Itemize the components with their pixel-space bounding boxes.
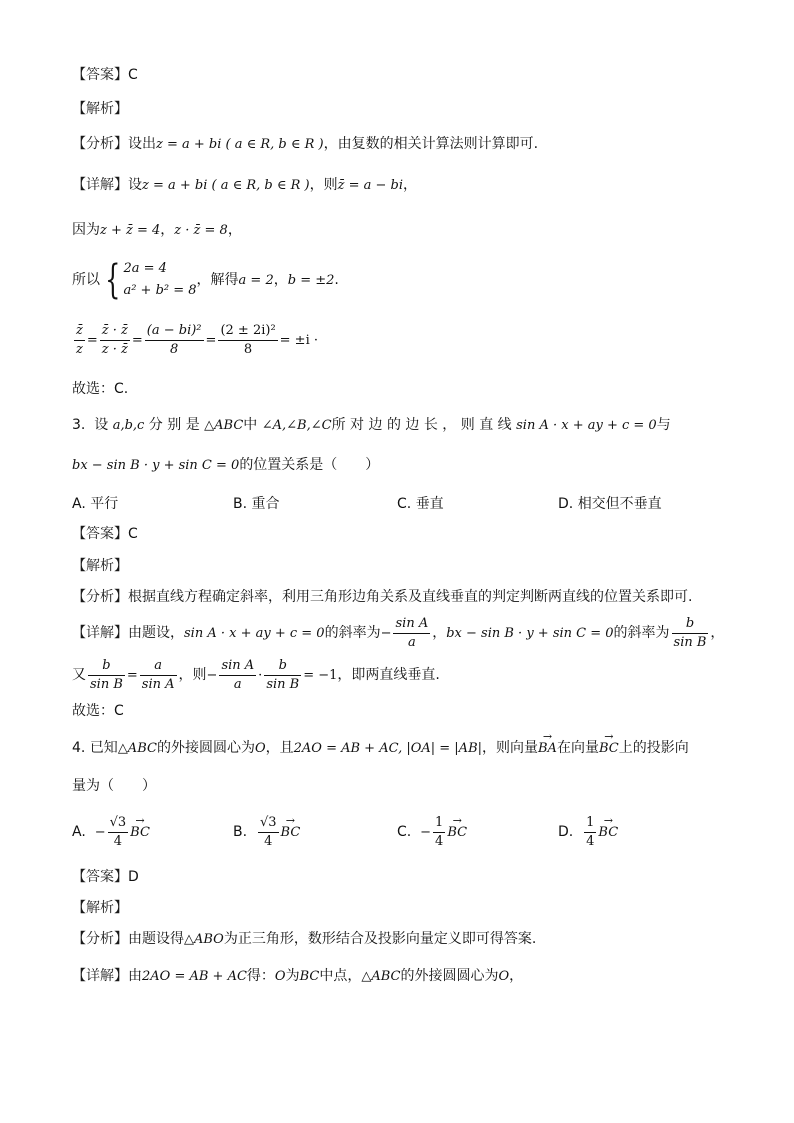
fenxi-tag: 【分析】 <box>72 589 128 605</box>
text: 上的投影向 <box>618 740 689 756</box>
text: 又 <box>72 667 86 683</box>
q2-xiangjie-line-3 <box>72 256 734 305</box>
text: 的斜率为 <box>613 625 670 641</box>
answer-tag: 【答案】 <box>72 869 128 885</box>
fraction-den: sin B <box>90 676 123 692</box>
q2-fraction-line: $\frac{z̄}{z}$ = $\frac{z̄ \cdot z̄}{z \cdot z̄}$ = $\frac{\text{(a − bi)²}}{8}$ = $\frac{\text{(2 ± 2i)²}}{8}$ = ±i · <box>76 322 318 357</box>
q4-stem-line-2 <box>72 776 734 796</box>
math: a = 2 <box>238 273 274 288</box>
math: bx − sin B · y + sin C = 0 <box>446 626 614 641</box>
fraction <box>672 615 709 652</box>
text: 的位置关系是（ ） <box>239 457 380 473</box>
option-label: C. <box>397 824 412 840</box>
option-a[interactable] <box>72 494 118 514</box>
fraction-den: 4 <box>586 833 595 849</box>
fraction-den: 4 <box>113 833 123 849</box>
fraction <box>100 322 130 359</box>
fraction <box>584 814 596 851</box>
option-b[interactable] <box>233 494 280 514</box>
text: ，即两直线垂直. <box>337 667 440 683</box>
math: sin A · x + ay + c = 0 <box>516 418 657 433</box>
text: ， <box>160 222 175 238</box>
option-label: C. <box>397 496 412 512</box>
fraction-num: (a − bi)² <box>145 322 204 341</box>
fraction <box>145 322 204 359</box>
question-number: 4. <box>72 740 86 756</box>
fraction-den: 4 <box>435 833 444 849</box>
q4-xiangjie-line-1 <box>72 966 734 987</box>
fenxi-text: 根据直线方程确定斜率，利用三角形边角关系及直线垂直的判定判断两直线的位置关系即可. <box>128 589 693 605</box>
fraction-den: 4 <box>264 833 273 849</box>
option-text: 相交但不垂直 <box>577 496 662 512</box>
math: O <box>274 969 286 984</box>
answer-tag: 【答案】 <box>72 526 128 542</box>
math: ∠A,∠B,∠C <box>261 418 332 433</box>
option-sign: − <box>420 825 432 840</box>
q4-fenxi-line <box>72 929 734 950</box>
option-text: 重合 <box>251 496 280 512</box>
text: 所 对 边 的 边 长 ， 则 直 线 <box>331 417 512 433</box>
math: BC <box>299 969 320 984</box>
text: 的外接圆圆心为 <box>400 968 499 984</box>
q3-stem-line-1 <box>72 415 734 436</box>
text: . <box>334 272 339 288</box>
vector-math: → BA <box>538 739 557 759</box>
answer-value: C <box>128 67 138 83</box>
math: z = a + bi ( a ∈ R, b ∈ R ) <box>142 178 310 193</box>
text: ， <box>432 625 447 641</box>
text: 中 <box>243 417 258 433</box>
math: a,b,c <box>112 418 145 433</box>
math: bx − sin B · y + sin C = 0 <box>72 458 240 473</box>
text: ， <box>403 177 418 193</box>
answer-tag: 【答案】 <box>72 67 128 83</box>
option-d[interactable] <box>558 810 618 855</box>
vector-math: → BC <box>130 811 150 855</box>
text: ，解得 <box>196 272 239 288</box>
text: 与 <box>656 417 671 433</box>
analysis-tag: 【解析】 <box>72 900 128 916</box>
text: 中点， <box>319 968 362 984</box>
vector-math: 2AO = AB + AC, |OA| = |AB| <box>293 741 482 756</box>
math: sin A · x + ay + c = 0 <box>184 626 325 641</box>
q2-analysis-line <box>72 99 734 119</box>
answer-value: D <box>128 869 139 885</box>
vector-math: → BC <box>447 811 467 855</box>
fraction-den: a <box>407 634 416 650</box>
fraction <box>108 814 129 851</box>
fraction <box>140 657 177 694</box>
fenxi-text: ，由复数的相关计算法则计算即可. <box>323 136 539 152</box>
fraction <box>218 322 277 359</box>
fraction-den: sin B <box>266 676 300 692</box>
fraction-num: z̄ · z̄ <box>100 322 130 341</box>
fenxi-text: 设出 <box>128 136 156 152</box>
text: 因为 <box>72 222 100 238</box>
fraction-den: 8 <box>243 341 253 357</box>
fraction-num: b <box>672 615 709 634</box>
fraction-den: z <box>76 341 83 357</box>
fraction <box>264 657 301 694</box>
text: 的外接圆圆心为 <box>156 740 255 756</box>
option-d[interactable] <box>558 494 662 514</box>
q2-fenxi-line <box>72 134 734 155</box>
text: 的斜率为 <box>324 625 381 641</box>
text: 由题设， <box>128 625 184 641</box>
guxuan-text: 故选：C <box>72 703 124 719</box>
system-eq: a² + b² = 8 <box>123 283 197 298</box>
text: ，则向量 <box>482 740 538 756</box>
fraction-num: √3 <box>108 814 129 833</box>
text: ，则 <box>178 667 207 683</box>
text: ， <box>509 968 524 984</box>
q3-analysis-line <box>72 556 734 576</box>
option-b[interactable] <box>233 810 300 855</box>
option-label: D. <box>558 824 574 840</box>
text: 由题设得 <box>128 931 184 947</box>
q3-answer-line <box>72 524 734 544</box>
option-label: B. <box>233 824 248 840</box>
fraction-num: 1 <box>433 814 445 833</box>
text: ， <box>273 272 288 288</box>
option-a[interactable] <box>72 810 150 855</box>
analysis-tag: 【解析】 <box>72 558 128 574</box>
text: 量为（ ） <box>72 778 156 794</box>
option-c[interactable] <box>397 494 444 514</box>
text: ，且 <box>265 740 294 756</box>
fraction-den: sin B <box>673 634 707 650</box>
option-sign: − <box>94 825 106 840</box>
math: b = ±2 <box>287 273 335 288</box>
q3-fenxi-line <box>72 587 734 607</box>
q2-xiangjie-line-2 <box>72 220 734 241</box>
fraction-num: a <box>140 657 177 676</box>
text: 为正三角形，数形结合及投影向量定义即可得答案. <box>223 931 537 947</box>
q2-xiangjie-line-1 <box>72 175 734 196</box>
q2-answer-line <box>72 65 734 85</box>
fraction-num: √3 <box>258 814 279 833</box>
q4-options <box>72 810 734 854</box>
math: = −1 <box>303 668 338 683</box>
fraction <box>258 814 279 851</box>
fraction <box>393 615 430 652</box>
answer-value: C <box>128 526 138 542</box>
q2-guxuan-line <box>72 379 734 399</box>
text: 分 别 是 <box>148 417 200 433</box>
option-text: 垂直 <box>415 496 444 512</box>
fraction-num: sin A <box>393 615 430 634</box>
text: 所以 <box>72 272 100 288</box>
option-c[interactable] <box>397 810 467 855</box>
math: z · z̄ = 8 <box>174 223 228 238</box>
fenxi-math: z = a + bi ( a ∈ R, b ∈ R ) <box>156 137 324 152</box>
math: △ABO <box>184 932 224 947</box>
math: z + z̄ = 4 <box>100 223 161 238</box>
math: O <box>254 741 266 756</box>
fraction-num: sin A <box>219 657 256 676</box>
q3-guxuan-line <box>72 701 734 721</box>
text: 设 <box>94 417 109 433</box>
system-eq: 2a = 4 <box>123 261 167 276</box>
fraction-den: z · z̄ <box>101 341 128 357</box>
math: △ABC <box>117 741 157 756</box>
math: O <box>498 969 510 984</box>
analysis-tag: 【解析】 <box>72 101 128 117</box>
guxuan-text: 故选：C. <box>72 381 129 397</box>
text: 已知 <box>89 740 118 756</box>
q4-stem-line-1 <box>72 738 734 759</box>
vector-math: → BC <box>281 811 301 855</box>
result: = ±i · <box>279 333 318 348</box>
fraction-den: a <box>233 676 242 692</box>
xiangjie-tag: 【详解】 <box>72 625 128 641</box>
vector-math: 2AO = AB + AC <box>142 969 247 984</box>
equation-system <box>123 258 196 302</box>
text: 在向量 <box>556 740 599 756</box>
fraction-den: sin A <box>141 676 175 692</box>
option-text: 平行 <box>90 496 119 512</box>
fraction-num: 1 <box>584 814 596 833</box>
fenxi-tag: 【分析】 <box>72 931 128 947</box>
text: 设 <box>128 177 142 193</box>
math: △ABC <box>204 418 244 433</box>
math: △ABC <box>361 969 401 984</box>
brace-icon: { <box>105 257 121 303</box>
option-label: D. <box>558 496 574 512</box>
fraction <box>74 322 85 359</box>
fraction-num: (2 ± 2i)² <box>218 322 277 341</box>
fraction <box>219 657 256 694</box>
fraction-num: z̄ <box>74 322 85 341</box>
option-label: A. <box>72 496 86 512</box>
fraction <box>88 657 125 694</box>
q3-xiangjie-line-2: 又 $\frac{b}{\text{sin B}}$ = $\frac{a}{\text{sin A}}$ ，则− $\frac{\text{sin A}}{a}$ · $\frac{b}{\text{sin B}}$ = −1，即两直线垂直. <box>72 657 440 692</box>
q3-options <box>72 494 734 514</box>
option-label: A. <box>72 824 86 840</box>
math: z̄ = a − bi <box>337 178 404 193</box>
vector-math: → BC <box>598 811 618 855</box>
fraction-num: b <box>264 657 301 676</box>
option-label: B. <box>233 496 248 512</box>
text: 为 <box>285 968 300 984</box>
fraction <box>433 814 445 851</box>
question-number: 3. <box>72 417 86 433</box>
text: 得： <box>246 968 275 984</box>
fraction-den: 8 <box>170 341 179 357</box>
vector-math: → BC <box>599 739 619 759</box>
text: ， <box>227 222 242 238</box>
xiangjie-tag: 【详解】 <box>72 177 128 193</box>
xiangjie-tag: 【详解】 <box>72 968 128 984</box>
text: ， <box>710 625 725 641</box>
q4-answer-line <box>72 867 734 887</box>
q3-stem-line-2 <box>72 455 734 476</box>
q3-xiangjie-line-1: 【详解】由题设，sin A · x + ay + c = 0的斜率为− $\frac{\text{sin A}}{a}$ ，bx − sin B · y + sin C = 0的斜率为 $\frac{b}{\text{sin B}}$ ， <box>72 615 725 650</box>
text: ，则 <box>309 177 338 193</box>
text: 由 <box>128 968 142 984</box>
fraction-num: b <box>88 657 125 676</box>
fenxi-tag: 【分析】 <box>72 136 128 152</box>
q4-analysis-line <box>72 898 734 918</box>
